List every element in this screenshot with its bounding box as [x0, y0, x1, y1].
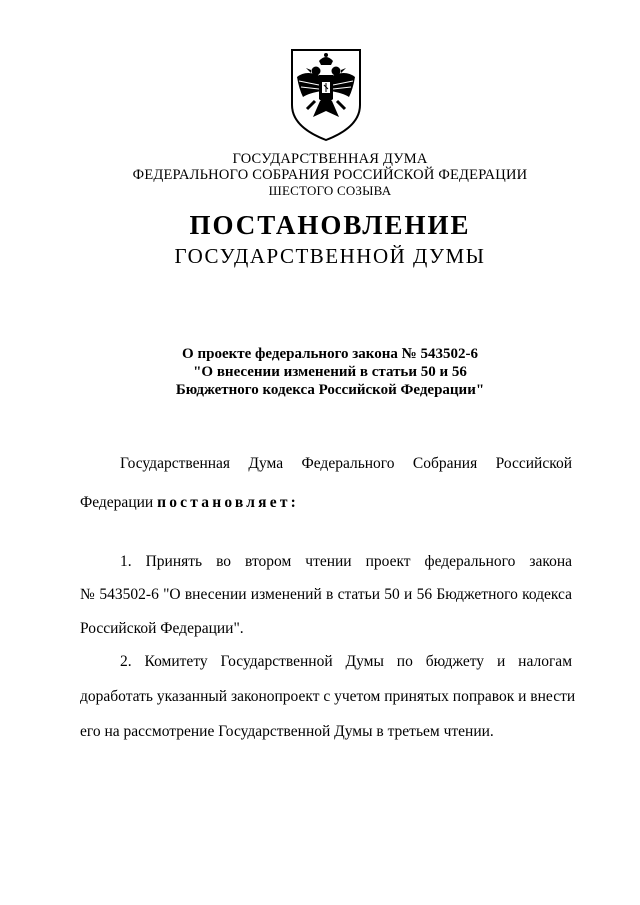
item-2-line-3: его на рассмотрение Государственной Думы в третьем чтении. — [80, 723, 494, 740]
item-1-line-1: 1. Принять во втором чтении проект федерального закона — [120, 553, 572, 570]
document-subject — [130, 345, 530, 399]
preamble-line-2 — [80, 494, 572, 512]
item-2-line-1: 2. Комитету Государственной Думы по бюджету и налогам — [120, 653, 572, 670]
item-1-line-3: Российской Федерации". — [80, 620, 244, 637]
preamble-federation: Федерации — [80, 494, 154, 511]
header-line-convocation: ШЕСТОГО СОЗЫВА — [268, 183, 392, 198]
header-line-duma: ГОСУДАРСТВЕННАЯ ДУМА — [232, 151, 428, 167]
item-2-line-2: доработать указанный законопроект с учетом принятых поправок и внести — [80, 688, 576, 705]
subject-line-1: О проекте федерального закона № 543502-6 — [182, 346, 478, 362]
subject-line-3: Бюджетного кодекса Российской Федерации" — [175, 382, 485, 398]
item-1-line-2: № 543502-6 "О внесении изменений в статьи 50 и 56 Бюджетного кодекса — [80, 586, 572, 603]
document-subtitle: ГОСУДАРСТВЕННОЙ ДУМЫ — [174, 244, 486, 268]
subject-line-2: "О внесении изменений в статьи 50 и 56 — [193, 364, 467, 380]
preamble-line-1: Государственная Дума Федерального Собрания Российской — [120, 455, 572, 472]
coat-of-arms-emblem — [289, 47, 363, 143]
decree-word: постановляет: — [157, 494, 299, 511]
document-title: ПОСТАНОВЛЕНИЕ — [189, 210, 471, 240]
header-line-federal-assembly: ФЕДЕРАЛЬНОГО СОБРАНИЯ РОССИЙСКОЙ ФЕДЕРАЦИИ — [132, 167, 528, 183]
